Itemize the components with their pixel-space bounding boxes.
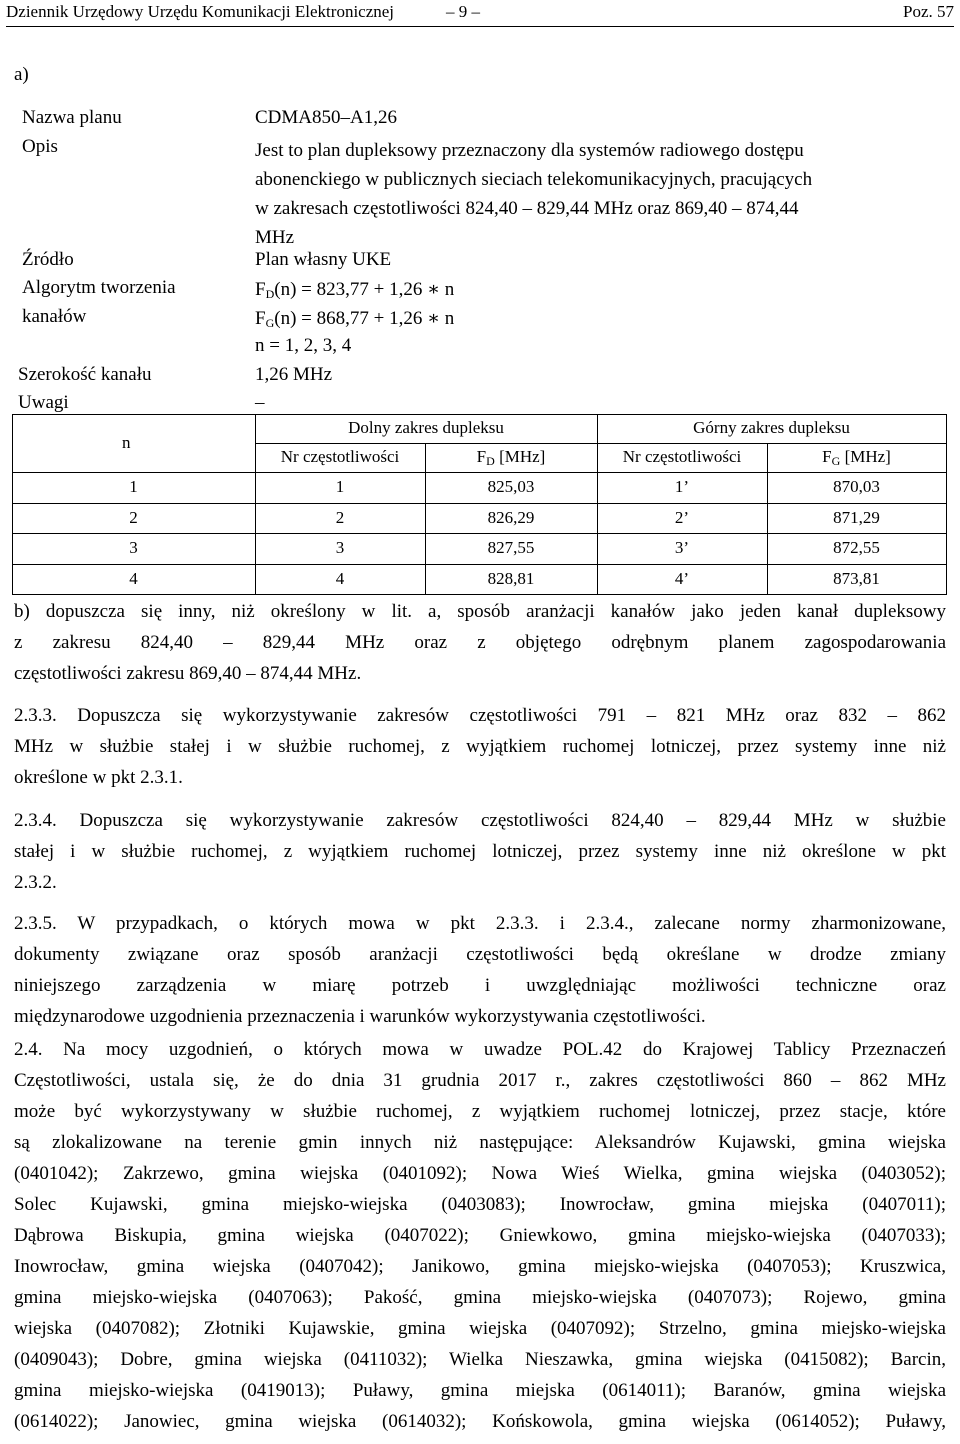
table-header-bottom [12, 472, 947, 473]
plan-name-label: Nazwa planu [22, 107, 122, 128]
formula-n-range: n = 1, 2, 3, 4 [255, 335, 352, 356]
table-border-right [946, 414, 947, 594]
cell-n: 4 [129, 569, 138, 588]
description-value [255, 136, 812, 252]
description-line: abonenckiego w publicznych sieciach telekomunikacyjnych, pracujących [255, 169, 813, 190]
paragraph-line: gmina miejsko-wiejska (0419013); Puławy, gmina miejska (0614011); Baranów, gmina wiejska [14, 1380, 946, 1401]
cell-n: 1 [129, 477, 138, 496]
cell-n: 3 [129, 538, 138, 557]
paragraph-line: b) dopuszcza się inny, niż określony w lit. a, sposób aranżacji kanałów jako jeden kanał dupleksowy [14, 601, 946, 622]
paragraph-line: Solec Kujawski, gmina miejsko-wiejska (0403083); Inowrocław, gmina miejska (0407011); [14, 1194, 946, 1215]
table-col-nr-lower: Nr częstotliwości [280, 447, 400, 466]
paragraph-2-4 [14, 1034, 946, 1437]
paragraph-line: międzynarodowe uzgodnienia przeznaczenia i warunków wykorzystywania częstotliwości. [14, 1006, 706, 1027]
paragraph-line: dokumenty związane oraz sposób aranżacji częstotliwości będą określane w drodze zmiany [14, 944, 946, 965]
paragraph-line: z zakresu 824,40 – 829,44 MHz oraz z objętego odrębnym planem zagospodarowania [14, 632, 946, 653]
paragraph-line: Częstotliwości, ustala się, że do dnia 31 grudnia 2017 r., zakres częstotliwości 860 – 862 MHz [14, 1070, 946, 1091]
table-border-left [12, 414, 13, 594]
paragraph-line: (0401042); Zakrzewo, gmina wiejska (0401092); Nowa Wieś Wielka, gmina wiejska (0403052); [14, 1163, 946, 1184]
cell-n: 2 [129, 508, 138, 527]
algorithm-label: Algorytm tworzenia [22, 277, 176, 298]
algorithm-label-cont: kanałów [22, 306, 87, 327]
cell-fd: 828,81 [487, 569, 535, 588]
cell-nr-upper: 3’ [674, 538, 690, 557]
paragraph-line: częstotliwości zakresu 869,40 – 874,44 MHz. [14, 663, 362, 684]
cell-fd: 827,55 [487, 538, 535, 557]
paragraph-line: Dąbrowa Biskupia, gmina wiejska (0407022); Gniewkowo, gmina miejsko-wiejska (0407033); [14, 1225, 946, 1246]
table-border-bottom [12, 594, 947, 595]
journal-title: Dziennik Urzędowy Urzędu Komunikacji Elektronicznej [6, 2, 395, 21]
paragraph-line: wiejska (0407082); Złotniki Kujawskie, gmina wiejska (0407092); Strzelno, gmina miejsko-wiejska [14, 1318, 946, 1339]
paragraph-line: 2.3.2. [14, 872, 57, 893]
source-label: Źródło [22, 249, 74, 270]
paragraph-b [14, 596, 946, 689]
table-row-divider [12, 503, 947, 504]
formula-fd: $F_D(n) = 823,77 + 1,26$ ∗ n [255, 279, 455, 301]
description-line: MHz [255, 227, 295, 248]
paragraph-line: 2.3.4. Dopuszcza się wykorzystywanie zakresów częstotliwości 824,40 – 829,44 MHz w służbie [14, 810, 946, 831]
table-col-divider [255, 414, 256, 594]
cell-nr-lower: 2 [335, 508, 345, 527]
formula-fg: $F_G(n) = 868,77 + 1,26$ ∗ n [255, 308, 455, 330]
cell-fd: 826,29 [487, 508, 535, 527]
paragraph-2-3-4 [14, 805, 946, 898]
paragraph-line: (0614022); Janowiec, gmina wiejska (0614032); Końskowola, gmina wiejska (0614052); Puławy, [14, 1411, 946, 1432]
description-label: Opis [22, 136, 58, 157]
paragraph-line: MHz w służbie stałej i w służbie ruchomej, z wyjątkiem ruchomej lotniczej, przez systemy inne niż [14, 736, 946, 757]
table-col-nr-upper: Nr częstotliwości [622, 447, 742, 466]
cell-fg: 873,81 [833, 569, 880, 588]
paragraph-line: 2.3.3. Dopuszcza się wykorzystywanie zakresów częstotliwości 791 – 821 MHz oraz 832 – 862 [14, 705, 946, 726]
cell-nr-upper: 2’ [674, 508, 690, 527]
paragraph-line: gmina miejsko-wiejska (0407063); Pakość, gmina miejsko-wiejska (0407073); Rojewo, gmina [14, 1287, 946, 1308]
channel-width-value: 1,26 MHz [255, 364, 333, 385]
paragraph-line: 2.3.5. W przypadkach, o których mowa w pkt 2.3.3. i 2.3.4., zalecane normy zharmonizowane, [14, 913, 946, 934]
cell-fg: 872,55 [833, 538, 880, 557]
table-header-divider [255, 443, 947, 444]
paragraph-line: 2.4. Na mocy uzgodnień, o których mowa w uwadze POL.42 do Krajowej Tablicy Przeznaczeń [14, 1039, 946, 1060]
page-number: – 9 – [446, 2, 480, 21]
page-header [6, 0, 954, 27]
plan-name-value: CDMA850–A1,26 [255, 107, 397, 128]
cell-nr-lower: 3 [335, 538, 345, 557]
table-row-divider [12, 564, 947, 565]
position-number: Poz. 57 [903, 2, 954, 21]
cell-nr-lower: 4 [335, 569, 345, 588]
paragraph-2-3-5 [14, 908, 946, 1032]
table-header-upper-duplex: Górny zakres dupleksu [693, 418, 850, 437]
notes-label: Uwagi [18, 392, 69, 413]
table-col-fg: $F_G$ [MHz] [822, 447, 891, 468]
cell-nr-lower: 1 [335, 477, 345, 496]
table-border-top [12, 414, 947, 415]
paragraph-line: Inowrocław, gmina wiejska (0407042); Janikowo, gmina miejsko-wiejska (0407053); Kruszwica, [14, 1256, 946, 1277]
section-a-label: a) [14, 64, 29, 85]
paragraph-line: stałej i w służbie ruchomej, z wyjątkiem ruchomej lotniczej, przez systemy inne niż określone w pkt [14, 841, 946, 862]
table-header-n: n [122, 433, 131, 452]
paragraph-line: są zlokalizowane na terenie gmin innych niż następujące: Aleksandrów Kujawski, gmina wiejska [14, 1132, 946, 1153]
paragraph-line: (0409043); Dobre, gmina wiejska (0411032); Wielka Nieszawka, gmina wiejska (0415082); Barcin, [14, 1349, 946, 1370]
cell-fg: 870,03 [833, 477, 880, 496]
description-line: w zakresach częstotliwości 824,40 – 829,44 MHz oraz 869,40 – 874,44 [255, 198, 799, 219]
cell-nr-upper: 4’ [674, 569, 690, 588]
paragraph-line: może być wykorzystywany w służbie ruchomej, z wyjątkiem ruchomej lotniczej, przez stacje, które [14, 1101, 946, 1122]
cell-nr-upper: 1’ [674, 477, 690, 496]
notes-value: – [255, 392, 265, 413]
paragraph-line: niniejszego zarządzenia w miarę potrzeb i uwzględniając możliwości techniczne oraz [14, 975, 946, 996]
channel-width-label: Szerokość kanału [18, 364, 152, 385]
table-col-divider [597, 414, 598, 594]
source-value: Plan własny UKE [255, 249, 392, 270]
cell-fg: 871,29 [833, 508, 880, 527]
paragraph-line: określone w pkt 2.3.1. [14, 767, 183, 788]
description-line: Jest to plan dupleksowy przeznaczony dla systemów radiowego dostępu [255, 140, 804, 161]
table-row-divider [12, 533, 947, 534]
table-header-lower-duplex: Dolny zakres dupleksu [348, 418, 504, 437]
table-col-fd: $F_D$ [MHz] [476, 447, 546, 468]
paragraph-2-3-3 [14, 700, 946, 793]
cell-fd: 825,03 [487, 477, 535, 496]
